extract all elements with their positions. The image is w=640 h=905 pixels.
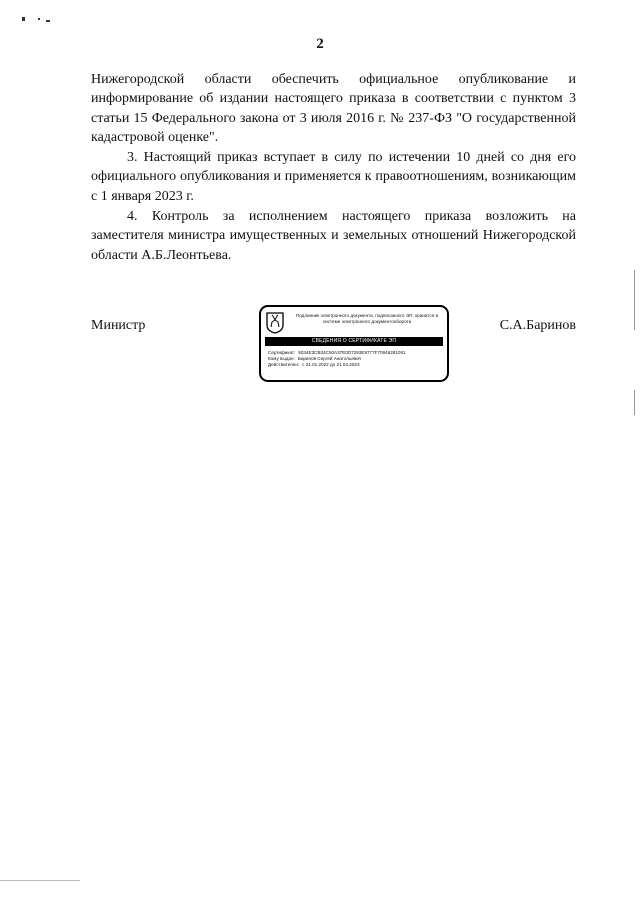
stamp-certificate-details <box>268 350 446 369</box>
certificate-value: 5034E3CB34C50A37E0D7293E9777F70946261081 <box>298 350 406 355</box>
certificate-label: Сертификат: <box>268 350 296 355</box>
document-body <box>91 70 576 265</box>
scan-edge-line <box>634 270 635 330</box>
paragraph-4: 4. Контроль за исполнением настоящего приказа возложить на заместителя министра имущественных и земельных отношений Нижегородской области А.Б.Леонтьева. <box>91 209 576 263</box>
scan-mark <box>22 17 25 21</box>
stamp-certificate-title: СВЕДЕНИЯ О СЕРТИФИКАТЕ ЭП <box>265 337 443 346</box>
validity-line <box>268 362 446 368</box>
scan-mark <box>38 18 40 20</box>
stamp-header-text: Подлинник электронного документа, подписанного ЭП, хранится в системе электронного документооборота <box>295 313 439 324</box>
validity-label: Действителен: <box>268 362 300 368</box>
scan-edge-line <box>0 880 80 881</box>
owner-label: Кому выдан: <box>268 356 295 362</box>
page-number: 2 <box>316 36 324 52</box>
paragraph-2-continuation: Нижегородской области обеспечить официальное опубликование и информирование об издании настоящего приказа в соответствии с пунктом 3 статьи 15 Федерального закона от 3 июля 2016 г. № 237-ФЗ "О государственной кадастровой оценке". <box>91 72 576 145</box>
owner-value: Баринов Сергей Анатольевич <box>297 356 362 362</box>
paragraph-3: 3. Настоящий приказ вступает в силу по истечении 10 дней со дня его официального опубликования и применяется к правоотношениям, возникающим с 1 января 2023 г. <box>91 150 576 204</box>
scan-mark <box>46 20 50 22</box>
signatory-name: С.А.Баринов <box>499 318 576 333</box>
electronic-signature-stamp <box>259 305 449 382</box>
scan-edge-line <box>634 390 635 415</box>
signatory-position: Министр <box>91 318 146 333</box>
validity-value: с 21.01.2022 до 21.04.2023 <box>302 362 360 368</box>
deer-coat-of-arms-icon <box>266 312 284 334</box>
